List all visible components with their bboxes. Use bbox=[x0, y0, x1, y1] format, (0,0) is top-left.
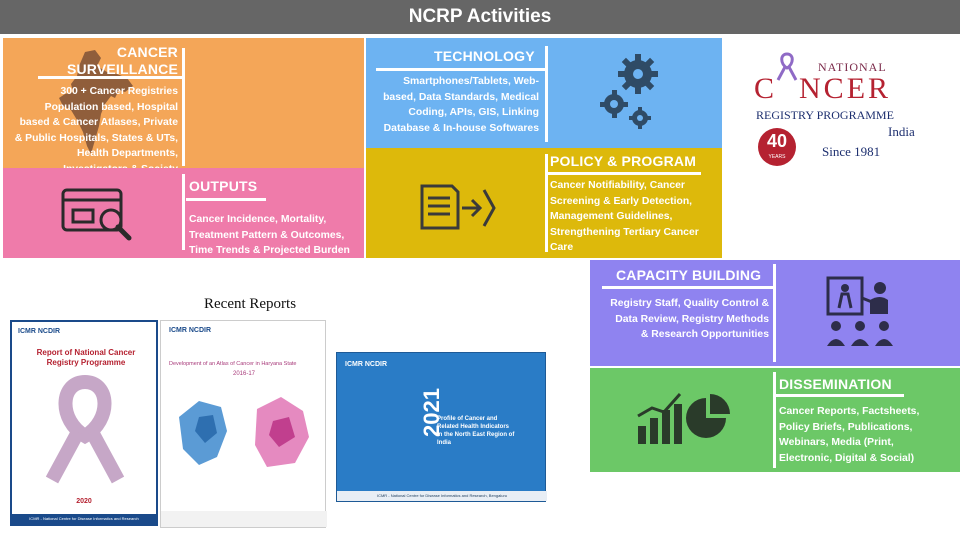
divider-line bbox=[186, 198, 266, 201]
report-cover-ncrp[interactable] bbox=[10, 320, 158, 526]
text-line: Electronic, Digital & Social) bbox=[779, 452, 915, 464]
cover-year: 2021 bbox=[419, 388, 444, 437]
tile-title: DISSEMINATION bbox=[779, 376, 892, 392]
tile-title: POLICY & PROGRAM bbox=[550, 153, 697, 169]
tile-text bbox=[579, 296, 769, 343]
training-class-icon bbox=[822, 274, 906, 348]
header-bar bbox=[0, 0, 960, 34]
cover-title: Profile of Cancer and Related Health Indicators in the North East Region of India bbox=[437, 416, 515, 446]
cover-year: 2016-17 bbox=[232, 371, 256, 377]
cover-logos-strip bbox=[161, 511, 327, 527]
cover-brand: ICMR NCDIR bbox=[18, 328, 60, 335]
divider-line bbox=[776, 394, 904, 397]
title-line: CANCER bbox=[116, 44, 178, 60]
text-line: Smartphones/Tablets, Web- bbox=[403, 76, 539, 87]
logo-cancer bbox=[754, 74, 891, 104]
cover-footer: ICMR - National Centre for Disease Informatics and Research bbox=[12, 514, 156, 524]
text-line: Cancer Notifiability, Cancer bbox=[550, 180, 685, 191]
text-line: Time Trends & Projected Burden bbox=[189, 245, 350, 257]
cover-brand: ICMR NCDIR bbox=[169, 327, 211, 334]
divider-line bbox=[602, 286, 776, 289]
growth-chart-icon bbox=[634, 386, 734, 450]
haryana-map-image bbox=[169, 387, 319, 477]
text-line: Strengthening Tertiary Cancer bbox=[550, 226, 699, 238]
text-line: Population based, Hospital bbox=[44, 101, 178, 113]
logo-cancer-rest: NCER bbox=[799, 72, 892, 105]
divider-line bbox=[182, 48, 185, 166]
text-line: 300 + Cancer Registries bbox=[60, 86, 178, 97]
report-cover-north-east-profile[interactable] bbox=[336, 352, 546, 502]
divider-line bbox=[773, 264, 776, 362]
logo-registry-programme: REGISTRY PROGRAMME bbox=[756, 108, 894, 122]
badge-text: YEARS bbox=[768, 154, 786, 160]
cover-footer: ICMR - National Centre for Disease Informatics and Research, Bengaluru bbox=[337, 491, 547, 501]
text-line: Database & In-house Softwares bbox=[383, 122, 539, 134]
tile-text bbox=[359, 74, 539, 136]
ncrp-logo bbox=[752, 46, 930, 166]
text-line: & Research Opportunities bbox=[640, 329, 769, 341]
divider-line bbox=[376, 68, 548, 71]
text-line: Screening & Early Detection, bbox=[550, 195, 693, 207]
text-line: & Public Hospitals, States & UTs, bbox=[14, 132, 178, 144]
cover-title: Development of an Atlas of Cancer in Haryana State bbox=[169, 361, 297, 367]
divider-line bbox=[545, 46, 548, 142]
tile-text bbox=[779, 404, 919, 466]
text-line: Care bbox=[550, 242, 574, 254]
tile-dissemination bbox=[590, 368, 960, 472]
ribbon-icon bbox=[40, 376, 130, 486]
text-line: Policy Briefs, Publications, bbox=[779, 421, 913, 433]
tile-policy-program bbox=[366, 148, 722, 258]
logo-since: Since 1981 bbox=[822, 144, 881, 159]
text-line: Data Review, Registry Methods bbox=[615, 313, 769, 325]
cover-brand: ICMR NCDIR bbox=[345, 361, 387, 368]
logo-national: NATIONAL bbox=[818, 60, 887, 74]
tile-cancer-surveillance bbox=[3, 38, 364, 168]
divider-line bbox=[182, 174, 185, 250]
logo-india: India bbox=[888, 124, 915, 139]
document-arrow-icon bbox=[418, 182, 498, 232]
text-line: Webinars, Media (Print, bbox=[779, 437, 894, 449]
anniversary-badge bbox=[758, 128, 796, 166]
tile-title bbox=[28, 44, 178, 78]
recent-reports-label: Recent Reports bbox=[204, 296, 297, 312]
tile-text bbox=[0, 84, 178, 178]
text-line: Cancer Incidence, Mortality, bbox=[189, 214, 327, 225]
tile-title: TECHNOLOGY bbox=[434, 48, 535, 64]
tile-title: OUTPUTS bbox=[189, 178, 258, 194]
page-title: NCRP Activities bbox=[408, 6, 552, 27]
report-cover-haryana-atlas[interactable] bbox=[160, 320, 326, 528]
text-line: based, Data Standards, Medical bbox=[383, 91, 539, 103]
tile-title: CAPACITY BUILDING bbox=[616, 267, 762, 283]
text-line: Treatment Pattern & Outcomes, bbox=[189, 229, 345, 241]
text-line: Health Departments, bbox=[76, 148, 178, 160]
text-line: Management Guidelines, bbox=[550, 211, 673, 223]
gears-icon bbox=[594, 52, 666, 132]
text-line: based & Cancer Atlases, Private bbox=[19, 117, 178, 129]
tile-text bbox=[189, 212, 350, 259]
text-line: Coding, APIs, GIS, Linking bbox=[408, 107, 539, 119]
tile-technology bbox=[366, 38, 722, 148]
cover-title: Report of National Cancer Registry Programme bbox=[36, 348, 136, 367]
magnifier-screen-icon bbox=[59, 186, 137, 244]
tile-capacity-building bbox=[590, 260, 960, 366]
badge-number: 40 bbox=[766, 131, 788, 151]
cover-year: 2020 bbox=[76, 498, 92, 505]
text-line: Cancer Reports, Factsheets, bbox=[779, 406, 920, 417]
title-line: SURVEILLANCE bbox=[66, 61, 178, 77]
divider-line bbox=[547, 172, 701, 175]
divider-line bbox=[545, 154, 548, 252]
tile-outputs bbox=[3, 168, 364, 258]
tile-text bbox=[550, 178, 699, 256]
logo-cancer-c: C bbox=[754, 72, 778, 105]
text-line: Registry Staff, Quality Control & bbox=[610, 298, 769, 309]
divider-line bbox=[773, 372, 776, 468]
